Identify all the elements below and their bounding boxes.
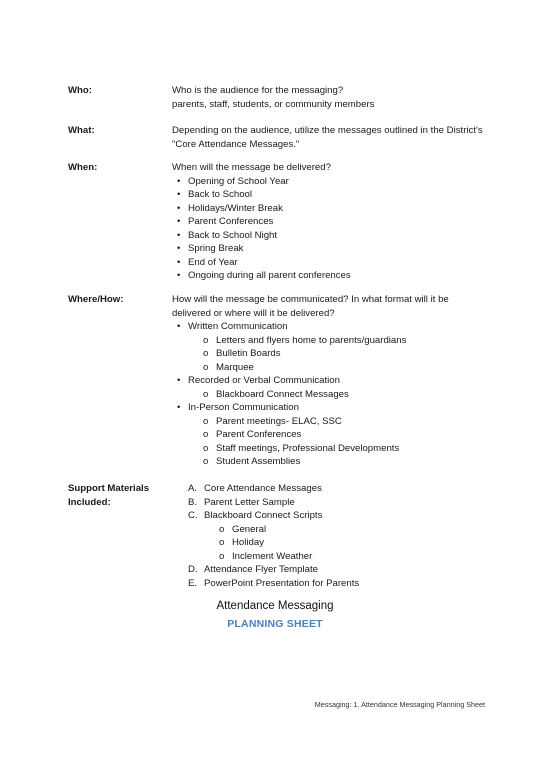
what-line-2: "Core Attendance Messages." bbox=[172, 138, 300, 150]
sub-bullet-marker: o bbox=[203, 456, 209, 467]
document-subtitle: PLANNING SHEET bbox=[227, 618, 323, 630]
list-item bbox=[172, 550, 512, 564]
sub-bullet-marker: o bbox=[203, 415, 209, 427]
what-label: What: bbox=[68, 125, 95, 136]
when-body bbox=[172, 161, 512, 283]
list-marker: E. bbox=[188, 577, 198, 589]
sub-item-text: Parent meetings- ELAC, SSC bbox=[216, 415, 342, 427]
sub-bullet-marker: o bbox=[203, 442, 209, 454]
list-item: • Back to School Night bbox=[172, 229, 512, 243]
sub-item-text: General bbox=[232, 523, 267, 535]
list-item bbox=[172, 347, 512, 361]
who-line-2: parents, staff, students, or community members bbox=[172, 98, 375, 110]
where-body bbox=[172, 293, 512, 469]
list-item: • Spring Break bbox=[172, 242, 512, 256]
list-item bbox=[172, 428, 512, 442]
sub-bullet-marker: o bbox=[219, 537, 225, 548]
list-item bbox=[172, 536, 512, 550]
where-label: Where/How: bbox=[68, 294, 124, 305]
list-item bbox=[172, 496, 512, 510]
list-item: • Holidays/Winter Break bbox=[172, 202, 512, 216]
support-label bbox=[68, 482, 168, 509]
where-line-1: How will the message be communicated? In what format will it be bbox=[172, 294, 449, 305]
list-item bbox=[172, 442, 512, 456]
list-item: • Ongoing during all parent conferences bbox=[172, 269, 512, 283]
what-line-1: Depending on the audience, utilize the messages outlined in the District's bbox=[172, 125, 483, 136]
list-item: • In-Person Communication bbox=[172, 401, 512, 415]
when-list bbox=[172, 175, 512, 283]
list-item: • Opening of School Year bbox=[172, 175, 512, 189]
list-item: • End of Year bbox=[172, 256, 512, 270]
sub-bullet-marker: o bbox=[203, 348, 209, 359]
support-label-line-2: Included: bbox=[68, 496, 111, 508]
sub-bullet-marker: o bbox=[219, 523, 225, 535]
who-label: Who: bbox=[68, 85, 92, 96]
sub-bullet-marker: o bbox=[219, 550, 225, 562]
sub-item-text: Holiday bbox=[232, 537, 264, 548]
list-item bbox=[172, 577, 512, 591]
list-item: • Written Communication bbox=[172, 320, 512, 334]
sub-bullet-marker: o bbox=[203, 388, 209, 400]
list-item bbox=[172, 455, 512, 469]
list-marker: C. bbox=[188, 510, 198, 521]
sub-item-text: Bulletin Boards bbox=[216, 348, 281, 359]
list-item bbox=[172, 523, 512, 537]
list-marker: A. bbox=[188, 483, 198, 494]
page-footer: Messaging: 1. Attendance Messaging Planning Sheet bbox=[314, 700, 485, 709]
list-item-text: Blackboard Connect Scripts bbox=[204, 510, 323, 521]
list-marker: B. bbox=[188, 496, 198, 508]
sub-item-text: Marquee bbox=[216, 361, 254, 373]
who-line-1: Who is the audience for the messaging? bbox=[172, 85, 344, 96]
list-item bbox=[172, 361, 512, 375]
sub-bullet-marker: o bbox=[203, 361, 209, 373]
list-item bbox=[172, 388, 512, 402]
who-body bbox=[172, 84, 512, 111]
when-label: When: bbox=[68, 162, 98, 173]
where-line-2: delivered or where will it be delivered? bbox=[172, 307, 335, 319]
sub-item-text: Blackboard Connect Messages bbox=[216, 388, 349, 400]
where-list bbox=[172, 320, 512, 469]
list-item: • Back to School bbox=[172, 188, 512, 202]
support-body bbox=[172, 482, 512, 590]
list-item-text: Core Attendance Messages bbox=[204, 483, 322, 494]
document-title: Attendance Messaging bbox=[216, 600, 334, 612]
list-item bbox=[172, 415, 512, 429]
sub-item-text: Student Assemblies bbox=[216, 456, 301, 467]
list-item-text: Attendance Flyer Template bbox=[204, 564, 318, 575]
list-marker: D. bbox=[188, 564, 198, 575]
list-item: • Recorded or Verbal Communication bbox=[172, 374, 512, 388]
list-item bbox=[172, 482, 512, 496]
list-item bbox=[172, 563, 512, 577]
list-item bbox=[172, 509, 512, 523]
sub-item-text: Letters and flyers home to parents/guardians bbox=[216, 334, 407, 346]
support-list bbox=[172, 482, 512, 590]
what-body bbox=[172, 124, 512, 151]
list-item bbox=[172, 334, 512, 348]
support-label-line-1: Support Materials bbox=[68, 483, 150, 494]
sub-bullet-marker: o bbox=[203, 429, 209, 440]
when-question: When will the message be delivered? bbox=[172, 162, 331, 173]
sub-item-text: Staff meetings, Professional Developments bbox=[216, 442, 400, 454]
list-item-text: PowerPoint Presentation for Parents bbox=[204, 577, 360, 589]
list-item-text: Parent Letter Sample bbox=[204, 496, 295, 508]
sub-item-text: Inclement Weather bbox=[232, 550, 313, 562]
sub-item-text: Parent Conferences bbox=[216, 429, 302, 440]
sub-bullet-marker: o bbox=[203, 334, 209, 346]
list-item: • Parent Conferences bbox=[172, 215, 512, 229]
